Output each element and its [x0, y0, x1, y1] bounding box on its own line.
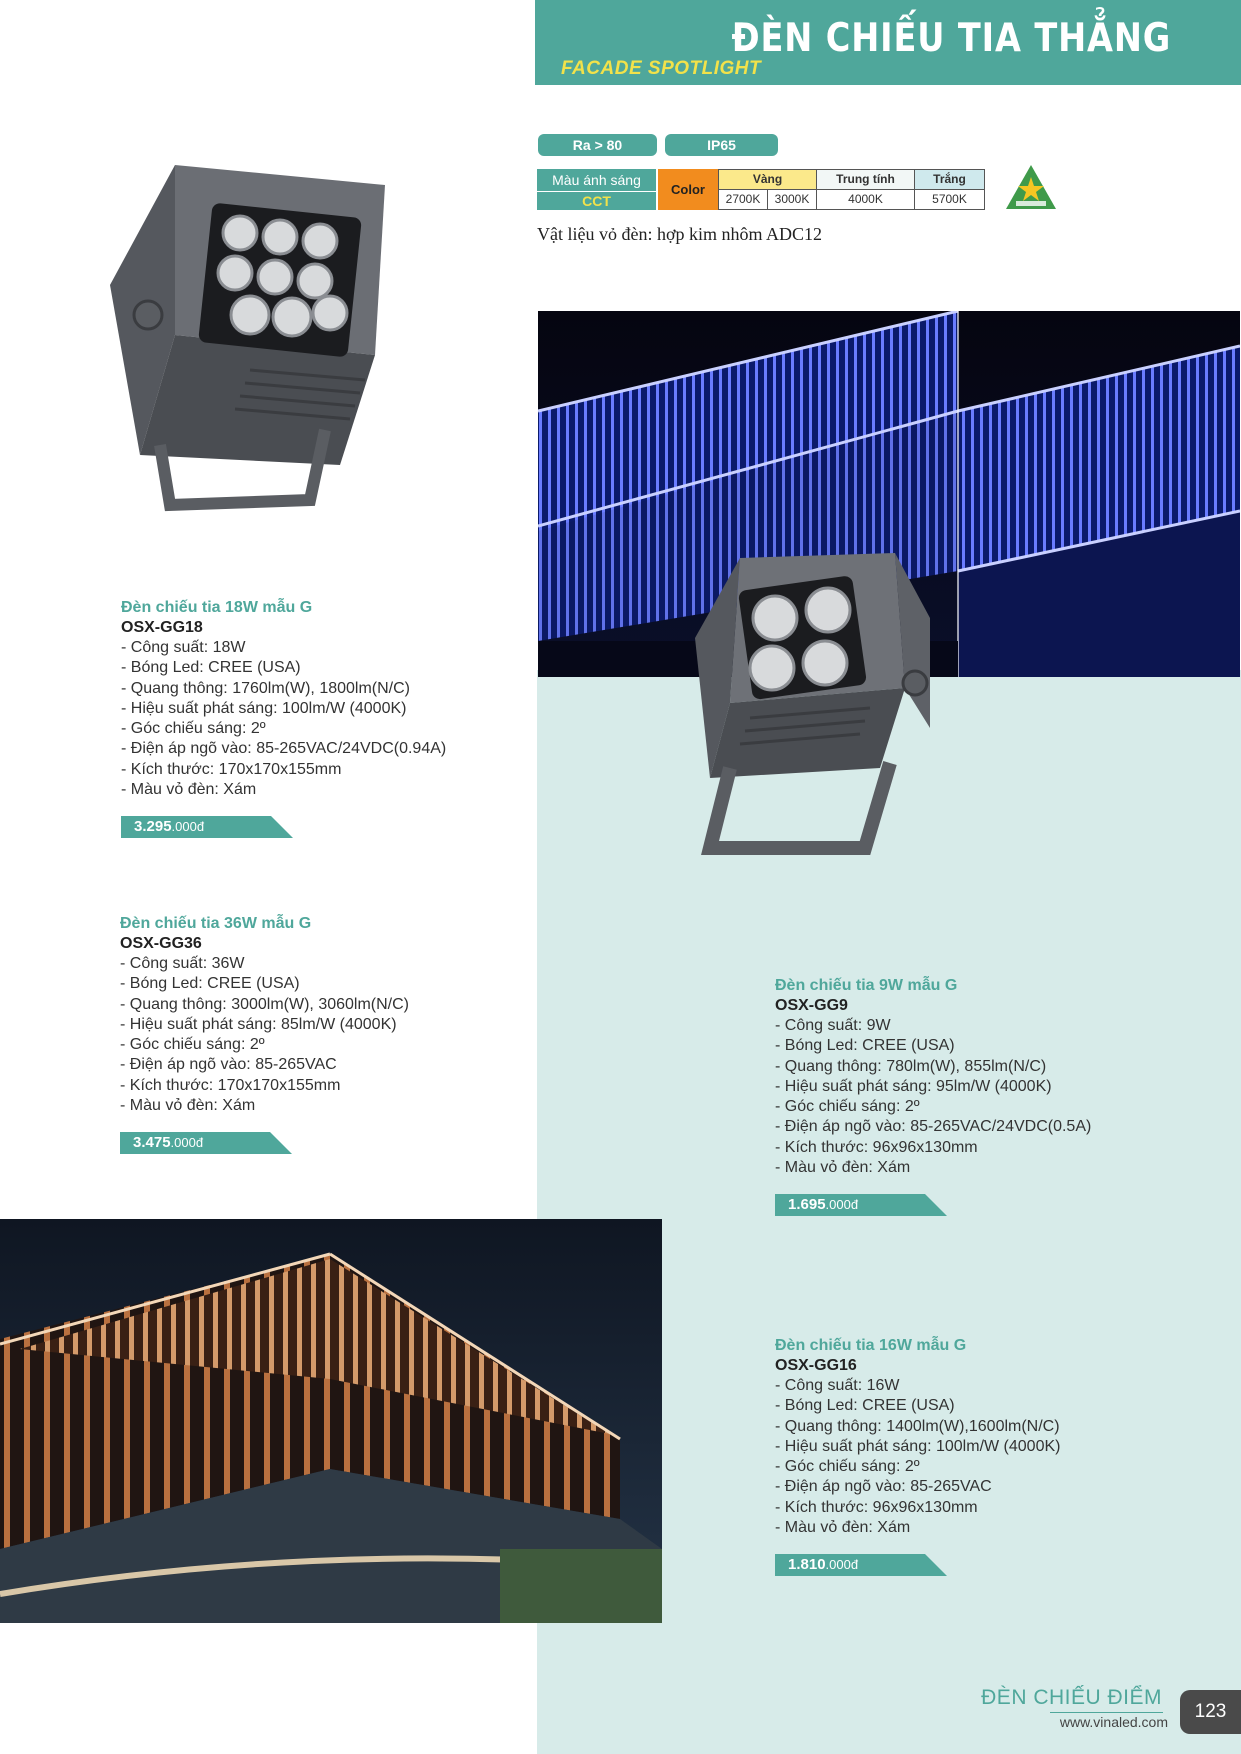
- product-title: Đèn chiếu tia 36W mẫu G: [120, 915, 312, 932]
- product-code: OSX-GG16: [775, 1357, 857, 1374]
- group-neutral: Trung tính: [816, 169, 915, 190]
- spec-line: - Góc chiếu sáng: 2º: [775, 1098, 920, 1116]
- footer-website: www.vinaled.com: [1059, 1714, 1168, 1730]
- cct-value: 4000K: [816, 189, 915, 210]
- spec-line: - Điện áp ngõ vào: 85-265VAC/24VDC(0.94A): [121, 740, 447, 758]
- spec-line: - Kích thước: 96x96x130mm: [775, 1138, 978, 1156]
- spotlight-18w-image: [100, 165, 435, 515]
- spec-line: - Màu vỏ đèn: Xám: [121, 781, 257, 799]
- spec-line: - Công suất: 16W: [775, 1377, 900, 1394]
- page-number: 123: [1180, 1690, 1241, 1734]
- spec-line: - Kích thước: 170x170x155mm: [121, 760, 342, 778]
- price-tag: [120, 1132, 292, 1154]
- spec-line: - Bóng Led: CREE (USA): [121, 659, 301, 677]
- group-white: Trắng: [914, 169, 985, 190]
- spec-line: - Điện áp ngõ vào: 85-265VAC: [120, 1056, 337, 1074]
- product-code: OSX-GG18: [121, 619, 203, 636]
- price-value: 1.810: [788, 1556, 826, 1574]
- spec-line: - Công suất: 18W: [121, 639, 246, 656]
- spec-line: - Quang thông: 780lm(W), 855lm(N/C): [775, 1057, 1047, 1075]
- price-suffix: .000đ: [825, 1197, 859, 1213]
- price-tag: [775, 1194, 947, 1216]
- spec-line: - Hiệu suất phát sáng: 95lm/W (4000K): [775, 1077, 1052, 1095]
- page-header: [535, 0, 1241, 85]
- spec-line: - Kích thước: 170x170x155mm: [120, 1076, 341, 1094]
- group-yellow: Vàng: [718, 169, 817, 190]
- spec-line: - Kích thước: 96x96x130mm: [775, 1498, 978, 1516]
- spec-line: - Công suất: 36W: [120, 955, 245, 972]
- color-spec-table: [537, 169, 985, 213]
- spec-line: - Quang thông: 1760lm(W), 1800lm(N/C): [121, 679, 410, 697]
- product-gg9: [775, 976, 1235, 1216]
- cct-label-cell: CCT: [537, 192, 656, 210]
- price-value: 1.695: [788, 1196, 826, 1214]
- material-note: Vật liệu vỏ đèn: hợp kim nhôm ADC12: [537, 224, 823, 244]
- spec-line: - Màu vỏ đèn: Xám: [120, 1097, 256, 1115]
- cct-value: 5700K: [914, 189, 985, 210]
- spec-line: - Công suất: 9W: [775, 1017, 891, 1034]
- spec-line: - Góc chiếu sáng: 2º: [775, 1458, 920, 1476]
- spec-line: - Hiệu suất phát sáng: 100lm/W (4000K): [775, 1437, 1061, 1455]
- price-tag: [775, 1554, 947, 1576]
- color-header-cell: Color: [658, 169, 718, 210]
- cct-value: 2700K: [718, 189, 768, 210]
- product-title: Đèn chiếu tia 9W mẫu G: [775, 977, 958, 994]
- quality-star-icon: [1004, 163, 1058, 213]
- spec-line: - Màu vỏ đèn: Xám: [775, 1519, 911, 1537]
- price-tag: [121, 816, 293, 838]
- product-code: OSX-GG36: [120, 935, 202, 952]
- product-title: Đèn chiếu tia 18W mẫu G: [121, 599, 313, 616]
- product-title: Đèn chiếu tia 16W mẫu G: [775, 1337, 967, 1354]
- spec-line: - Bóng Led: CREE (USA): [120, 975, 300, 993]
- price-suffix: .000đ: [825, 1557, 859, 1573]
- spec-line: - Điện áp ngõ vào: 85-265VAC: [775, 1478, 992, 1496]
- spec-line: - Quang thông: 3000lm(W), 3060lm(N/C): [120, 995, 409, 1013]
- spec-line: - Hiệu suất phát sáng: 100lm/W (4000K): [121, 699, 407, 717]
- ip-badge: IP65: [665, 134, 778, 156]
- facade-photo-warm: [0, 1219, 662, 1623]
- product-gg16: [775, 1336, 1235, 1576]
- spec-line: - Góc chiếu sáng: 2º: [120, 1036, 265, 1054]
- spec-line: - Góc chiếu sáng: 2º: [121, 720, 266, 738]
- price-value: 3.475: [133, 1134, 171, 1152]
- cct-value: 3000K: [767, 189, 817, 210]
- spec-line: - Quang thông: 1400lm(W),1600lm(N/C): [775, 1417, 1060, 1435]
- footer-section-title: ĐÈN CHIẾU ĐIỂM: [981, 1686, 1162, 1709]
- price-value: 3.295: [134, 818, 172, 836]
- page-subtitle: FACADE SPOTLIGHT: [561, 58, 762, 79]
- page-title: ĐÈN CHIẾU TIA THẲNG: [731, 16, 1171, 61]
- product-gg18: [121, 598, 581, 838]
- spec-line: - Hiệu suất phát sáng: 85lm/W (4000K): [120, 1015, 397, 1033]
- spotlight-9w-image: [690, 548, 970, 883]
- spec-line: - Màu vỏ đèn: Xám: [775, 1159, 911, 1177]
- spec-line: - Bóng Led: CREE (USA): [775, 1037, 955, 1055]
- ra-badge: Ra > 80: [538, 134, 657, 156]
- spec-line: - Bóng Led: CREE (USA): [775, 1397, 955, 1415]
- price-suffix: .000đ: [170, 1135, 204, 1151]
- product-gg36: [120, 914, 580, 1154]
- product-code: OSX-GG9: [775, 997, 848, 1014]
- footer-divider: [1050, 1712, 1163, 1713]
- spec-line: - Điện áp ngõ vào: 85-265VAC/24VDC(0.5A): [775, 1118, 1092, 1136]
- color-label-cell: Màu ánh sáng: [537, 169, 656, 191]
- price-suffix: .000đ: [171, 819, 205, 835]
